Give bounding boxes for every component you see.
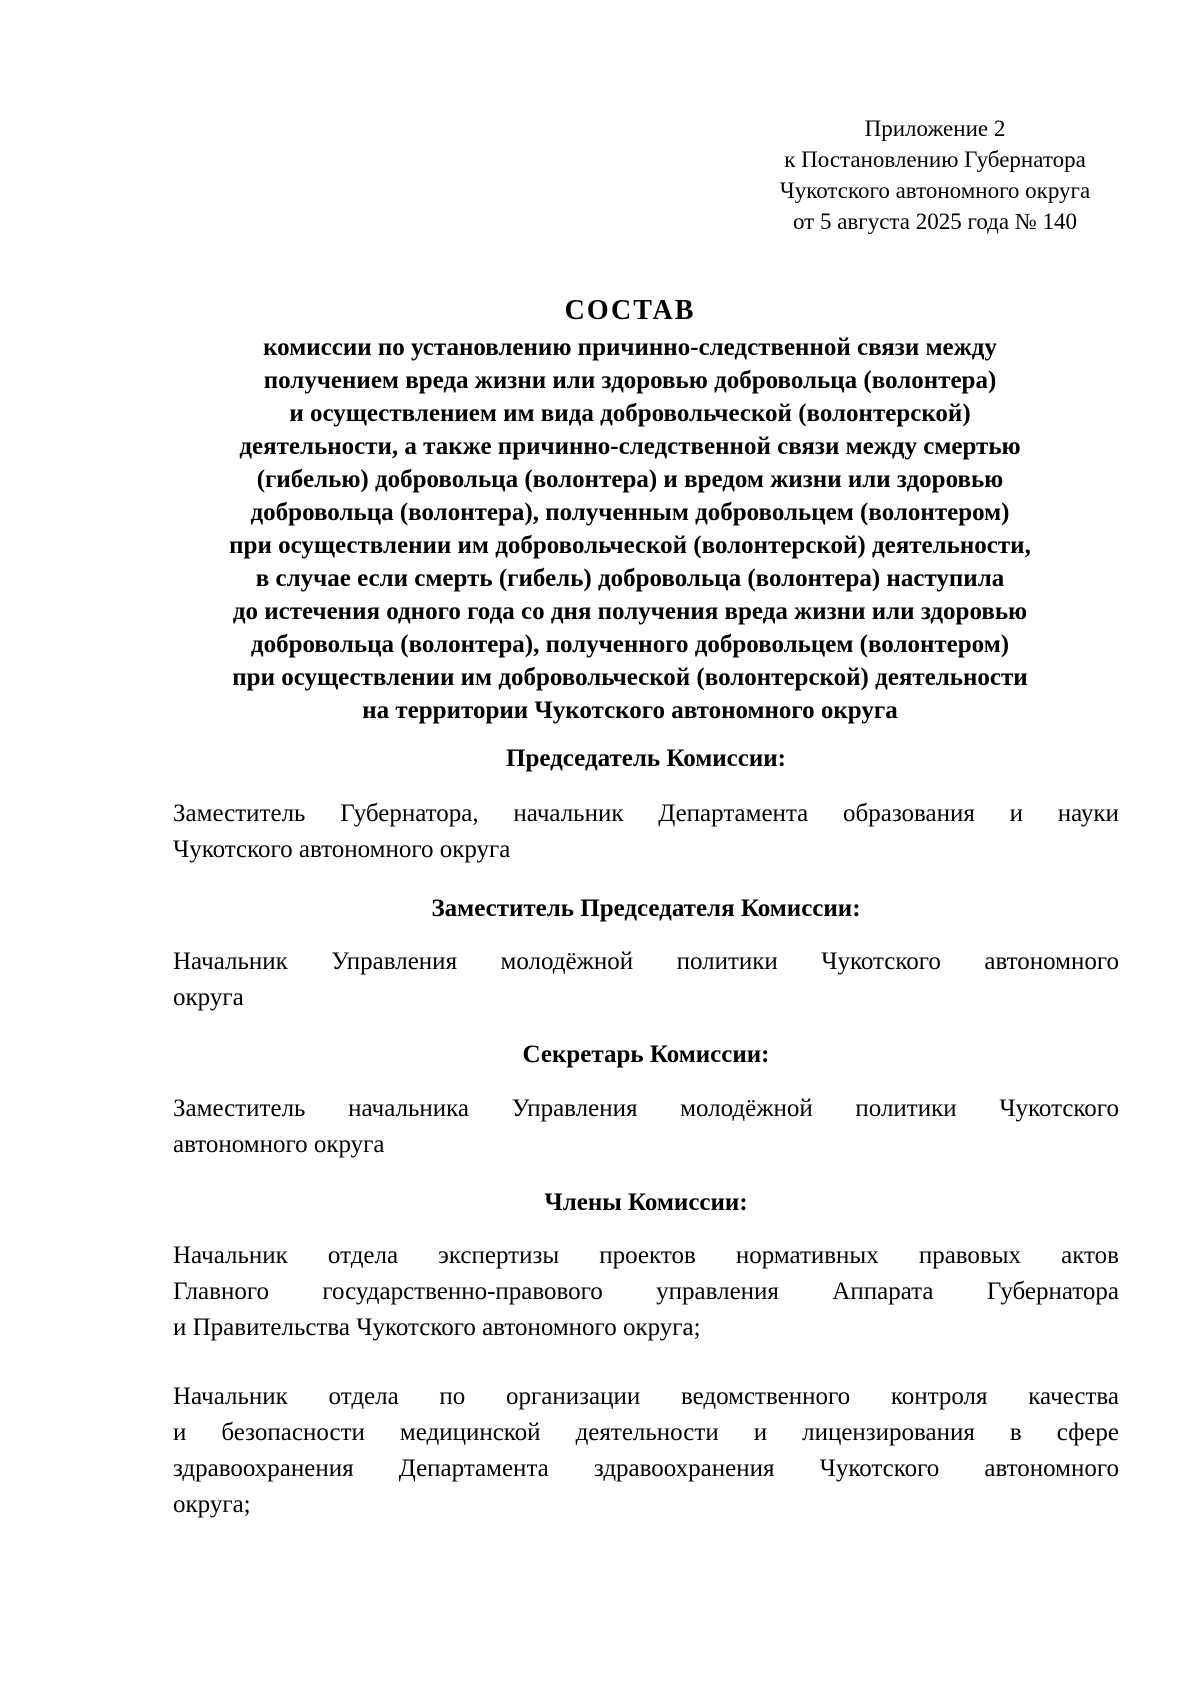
chairman-section <box>173 742 1119 775</box>
secretary-section <box>173 1038 1119 1071</box>
secretary-heading: Секретарь Комиссии: <box>522 1041 770 1068</box>
deputy-line-2: округа <box>173 984 244 1011</box>
member-2-line-3: здравоохранения Департамента здравоохранения Чукотского автономного <box>173 1455 1119 1482</box>
deputy-section <box>173 892 1119 925</box>
deputy-description <box>173 944 1119 1016</box>
secretary-line-2: автономного округа <box>173 1131 385 1158</box>
title-line: (гибелью) добровольца (волонтера) и вредом жизни или здоровью <box>256 466 1004 493</box>
chairman-line-1: Заместитель Губернатора, начальник Департамента образования и науки <box>173 800 1119 827</box>
title-line: до истечения одного года со дня получения вреда жизни или здоровью <box>232 598 1028 625</box>
chairman-description <box>173 796 1119 868</box>
title-line: при осуществлении им добровольческой (волонтерской) деятельности, <box>229 532 1031 559</box>
title-line: в случае если смерть (гибель) добровольца (волонтера) наступила <box>255 565 1005 592</box>
deputy-heading: Заместитель Председателя Комиссии: <box>431 895 861 922</box>
member-1-line-3: и Правительства Чукотского автономного округа; <box>173 1314 701 1341</box>
member-2-line-4: округа; <box>173 1491 251 1518</box>
chairman-line-2: Чукотского автономного округа <box>173 836 511 863</box>
title-line: комиссии по установлению причинно-следственной связи между <box>263 334 997 361</box>
appendix-line-3: Чукотского автономного округа <box>779 178 1091 203</box>
title-line: и осуществлением им вида добровольческой (волонтерской) <box>289 400 971 427</box>
secretary-description <box>173 1091 1119 1163</box>
member-1 <box>173 1238 1119 1346</box>
title-line: при осуществлении им добровольческой (волонтерской) деятельности <box>232 664 1028 691</box>
member-2-line-1: Начальник отдела по организации ведомственного контроля качества <box>173 1383 1119 1410</box>
appendix-line-2: к Постановлению Губернатора <box>784 147 1086 172</box>
members-heading: Члены Комиссии: <box>544 1189 748 1216</box>
title-line: на территории Чукотского автономного округа <box>362 697 898 724</box>
member-1-line-1: Начальник отдела экспертизы проектов нормативных правовых актов <box>173 1242 1119 1269</box>
appendix-line-1: Приложение 2 <box>864 116 1006 141</box>
appendix-line-4: от 5 августа 2025 года № 140 <box>792 209 1078 234</box>
deputy-line-1: Начальник Управления молодёжной политики Чукотского автономного <box>173 948 1119 975</box>
document-title <box>130 293 1130 727</box>
secretary-line-1: Заместитель начальника Управления молодёжной политики Чукотского <box>173 1095 1119 1122</box>
title-main: СОСТАВ <box>564 295 696 326</box>
member-2-line-2: и безопасности медицинской деятельности и лицензирования в сфере <box>173 1419 1119 1446</box>
chairman-heading: Председатель Комиссии: <box>506 745 786 772</box>
title-line: деятельности, а также причинно-следственной связи между смертью <box>239 433 1021 460</box>
title-line: получением вреда жизни или здоровью добровольца (волонтера) <box>263 367 997 394</box>
member-1-line-2: Главного государственно-правового управления Аппарата Губернатора <box>173 1278 1119 1305</box>
title-line: добровольца (волонтера), полученного добровольцем (волонтером) <box>250 631 1010 658</box>
appendix-header <box>745 113 1125 237</box>
member-2 <box>173 1379 1119 1523</box>
title-line: добровольца (волонтера), полученным добровольцем (волонтером) <box>250 499 1010 526</box>
members-section <box>173 1186 1119 1219</box>
